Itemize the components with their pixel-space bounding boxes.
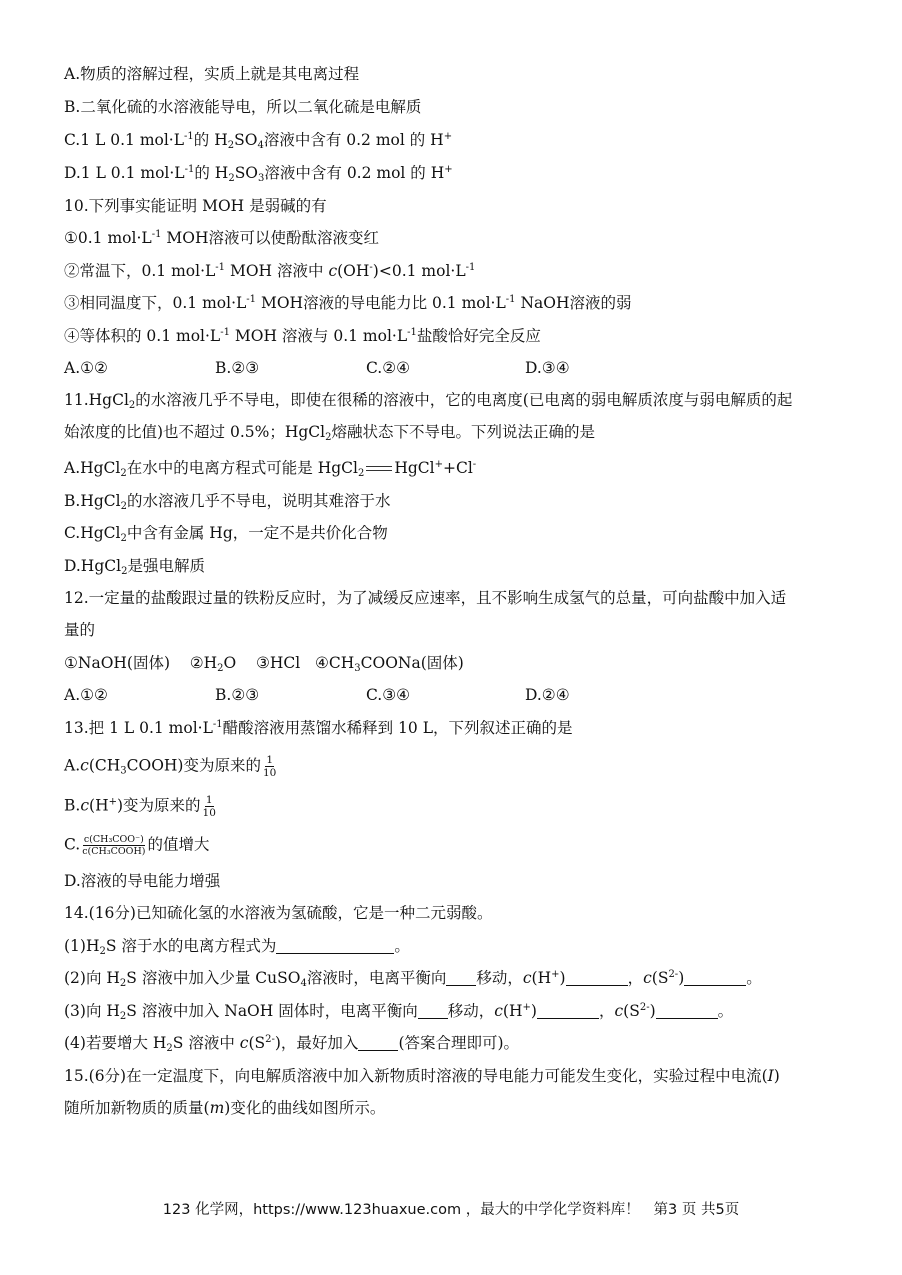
q14-part-2: (2)向 $H_2S$ 溶液中加入少量 CuSO$_4$溶液时，电离平衡向 移动，c(H+) ，$c(S^{2-})$ 。: [64, 969, 762, 989]
answer-blank[interactable]: [446, 971, 476, 986]
q13-option-b: B.c(H+)变为原来的 $\frac{1}{10}$: [64, 794, 216, 819]
q11-stem-line-1: 11.HgCl$_2$的水溶液几乎不导电，即使在很稀的溶液中，它的电离度(已电离的弱电解质浓度与弱电解质的起: [64, 391, 793, 411]
q11-option-c: C.HgCl$_2$中含有金属 Hg，一定不是共价化合物: [64, 524, 388, 544]
q14-part-3: (3)向 $H_2S$ 溶液中加入 NaOH 固体时，电离平衡向 移动，c(H+) ，$c(S^{2-})$ 。: [64, 1002, 734, 1022]
q10-statement-1: ①0.1 $mol\cdot L^{-1}$ MOH溶液可以使酚酞溶液变红: [64, 229, 379, 247]
q9-option-d: D.1 L 0.1 $mol\cdot L^{-1}$的 $H_2SO_3$溶液中含有 0.2 mol 的 H+: [64, 164, 453, 184]
q10-choice-a: A.①②: [64, 359, 108, 377]
q12-stem-line-1: 12.一定量的盐酸跟过量的铁粉反应时，为了减缓反应速率，且不影响生成氢气的总量，可向盐酸中加入适: [64, 589, 787, 607]
page-footer: 123 化学网，https://www.123huaxue.com ，最大的中学化学资料库！ 第3 页 共5页: [162, 1202, 740, 1218]
q12-choice-a: A.①②: [64, 686, 108, 704]
q12-choice-c: C.③④: [366, 686, 411, 704]
q12-stem-line-2: 量的: [64, 621, 96, 639]
equilibrium-arrow-icon: [366, 465, 392, 473]
q10-statement-4: ④等体积的 0.1 $mol\cdot L^{-1}$ MOH 溶液与 0.1 $mol\cdot L^{-1}$盐酸恰好完全反应: [64, 327, 541, 345]
q14-stem: 14.(16分)已知硫化氢的水溶液为氢硫酸，它是一种二元弱酸。: [64, 904, 493, 922]
q12-choice-b: B.②③: [215, 686, 260, 704]
q9-option-b: B.二氧化硫的水溶液能导电，所以二氧化硫是电解质: [64, 98, 422, 116]
q14-part-1: $(1)H_2S$ 溶于水的电离方程式为 。: [64, 937, 410, 957]
answer-blank[interactable]: [566, 971, 628, 986]
q13-option-c: C. $\frac{\text{c(CH₃COO⁻)}}{\text{c(CH₃COOH)}}$ 的值增大: [64, 834, 210, 857]
q10-statement-2: ②常温下，0.1 $mol\cdot L^{-1}$ MOH 溶液中 c(OH-)<0.1 $mol\cdot L^{-1}$: [64, 262, 476, 280]
q9-option-a: A.物质的溶解过程，实质上就是其电离过程: [64, 65, 360, 83]
answer-blank[interactable]: [418, 1004, 448, 1019]
q10-statement-3: ③相同温度下，0.1 $mol\cdot L^{-1}$ MOH溶液的导电能力比 0.1 $mol\cdot L^{-1}$ NaOH溶液的弱: [64, 294, 632, 312]
fraction-one-tenth: $\frac{1}{10}$: [262, 754, 277, 779]
q13-option-a: $A.c(CH_3COOH)$变为原来的 $\frac{1}{10}$: [64, 754, 277, 779]
q15-stem-line-1: 15.(6分)在一定温度下，向电解质溶液中加入新物质时溶液的导电能力可能发生变化，实验过程中电流(I): [64, 1067, 780, 1085]
answer-blank[interactable]: [358, 1036, 398, 1051]
q12-items: ①NaOH(固体) $②H_2O$ ③HCl $④CH_3COONa$(固体): [64, 654, 464, 674]
q15-stem-line-2: 随所加新物质的质量(m)变化的曲线如图所示。: [64, 1099, 386, 1117]
q11-option-b: B.HgCl$_2$的水溶液几乎不导电，说明其难溶于水: [64, 492, 391, 512]
answer-blank[interactable]: [656, 1004, 718, 1019]
q11-option-a: A.HgCl$_2$在水中的电离方程式可能是 HgCl$_2$ HgCl++Cl-: [64, 459, 477, 479]
fraction-one-tenth: $\frac{1}{10}$: [202, 794, 216, 819]
q13-stem: 13.把 1 L 0.1 $mol\cdot L^{-1}$醋酸溶液用蒸馏水稀释到 10 L，下列叙述正确的是: [64, 719, 573, 737]
q10-choice-b: B.②③: [215, 359, 260, 377]
q12-choice-d: D.②④: [525, 686, 570, 704]
q14-part-4: (4)若要增大 $H_2S$ 溶液中 $c(S^{2-})$，最好加入 (答案合理即可)。: [64, 1034, 520, 1054]
q13-option-d: D.溶液的导电能力增强: [64, 872, 221, 890]
q10-stem: 10.下列事实能证明 MOH 是弱碱的有: [64, 197, 327, 215]
answer-blank[interactable]: [276, 939, 394, 954]
q11-stem-line-2: 始浓度的比值)也不超过 0.5%；HgCl$_2$熔融状态下不导电。下列说法正确的是: [64, 423, 595, 443]
answer-blank[interactable]: [684, 971, 746, 986]
q10-choice-d: D.③④: [525, 359, 570, 377]
q11-option-d: D.HgCl$_2$是强电解质: [64, 557, 205, 577]
fraction-acetate-ratio: $\frac{\text{c(CH₃COO⁻)}}{\text{c(CH₃COOH)}}$: [82, 834, 146, 857]
q9-option-c: C.1 L 0.1 $mol\cdot L^{-1}$的 $H_2SO_4$溶液中含有 0.2 mol 的 H+: [64, 131, 453, 151]
q10-choice-c: C.②④: [366, 359, 411, 377]
answer-blank[interactable]: [537, 1004, 599, 1019]
